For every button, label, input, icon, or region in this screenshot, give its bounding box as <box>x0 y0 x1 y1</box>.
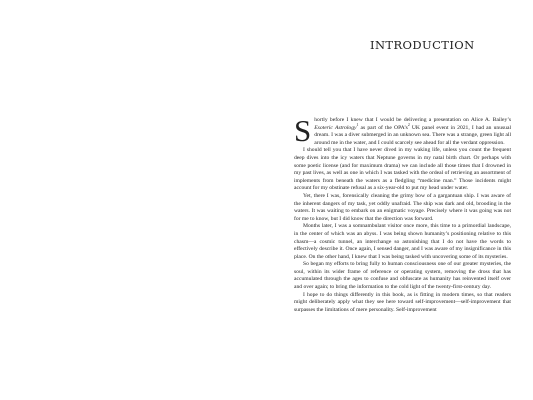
drop-cap: S <box>294 113 312 148</box>
chapter-body <box>294 113 511 314</box>
first-paragraph <box>294 113 511 148</box>
footnote-ref-1: 1 <box>356 122 359 127</box>
first-paragraph-part2: as part of the OPA’s <box>358 124 408 131</box>
footnote-ref-2: 2 <box>407 122 410 127</box>
paragraph-5: So began my efforts to bring fully to human consciousness one of our greater mysteries, the soul, within its wider frame of reference or operating system, removing the dross that has accumulated through the ages to confuse and obfuscate as humanity has reinvented itself over and over again; to bring the information to the cold light of the twenty-first-century day. <box>294 261 511 291</box>
paragraph-6: I hope to do things differently in this book, as is fitting in modern times, so that readers might deliberately apply what they see here toward self-improvement—self-improvement that surpasses the limitations of mere personality. Self-improvement <box>294 291 511 313</box>
chapter-heading: INTRODUCTION <box>370 38 475 52</box>
paragraph-2: I should tell you that I have never dived in my waking life, unless you count the frequent deep dives into the icy waters that Neptune governs in my natal birth chart. Or perhaps with some poetic license (and for maximum drama) we can include all those times that I drowned in my past lives, as well as one in which I was tasked with the ordeal of retrieving an assortment of implements from beneath the waters as a fledgling “medicine man.” Those incidents might account for my obstinate refusal as a six-year-old to put my head under water. <box>294 147 511 192</box>
book-title-italic: Esoteric Astrology <box>314 124 357 131</box>
first-paragraph-part3: UK panel event in 2021, I had an unusual dream. I was a diver submerged in an unknown sea. There was a strange, green light all around me in the water, and I could scarcely see ahead for all the verdant oppression. <box>314 124 511 146</box>
paragraph-3: Yet, there I was, forensically cleaning the grimy bow of a gargantuan ship. I was aware of the inherent dangers of my task, yet oddly unafraid. The ship was dark and old, brooding in the waters. It was waiting to embark on an enigmatic voyage. Precisely where it was going was not for me to know, but I did know that the direction was forward. <box>294 192 511 222</box>
paragraph-4: Months later, I was a somnambulant visitor once more, this time to a primordial landscape, in the center of which was an abyss. I was being shown humanity’s positioning relative to this chasm—a cosmic tunnel, an interchange so astonishing that I do not have the words to effectively describe it. Once again, I sensed danger, and I was aware of my insignificance in this place. On the other hand, I knew that I was being tasked with uncovering some of its mysteries. <box>294 223 511 260</box>
first-paragraph-part1: hortly before I knew that I would be delivering a presentation on Alice A. Bailey’s <box>314 117 511 123</box>
